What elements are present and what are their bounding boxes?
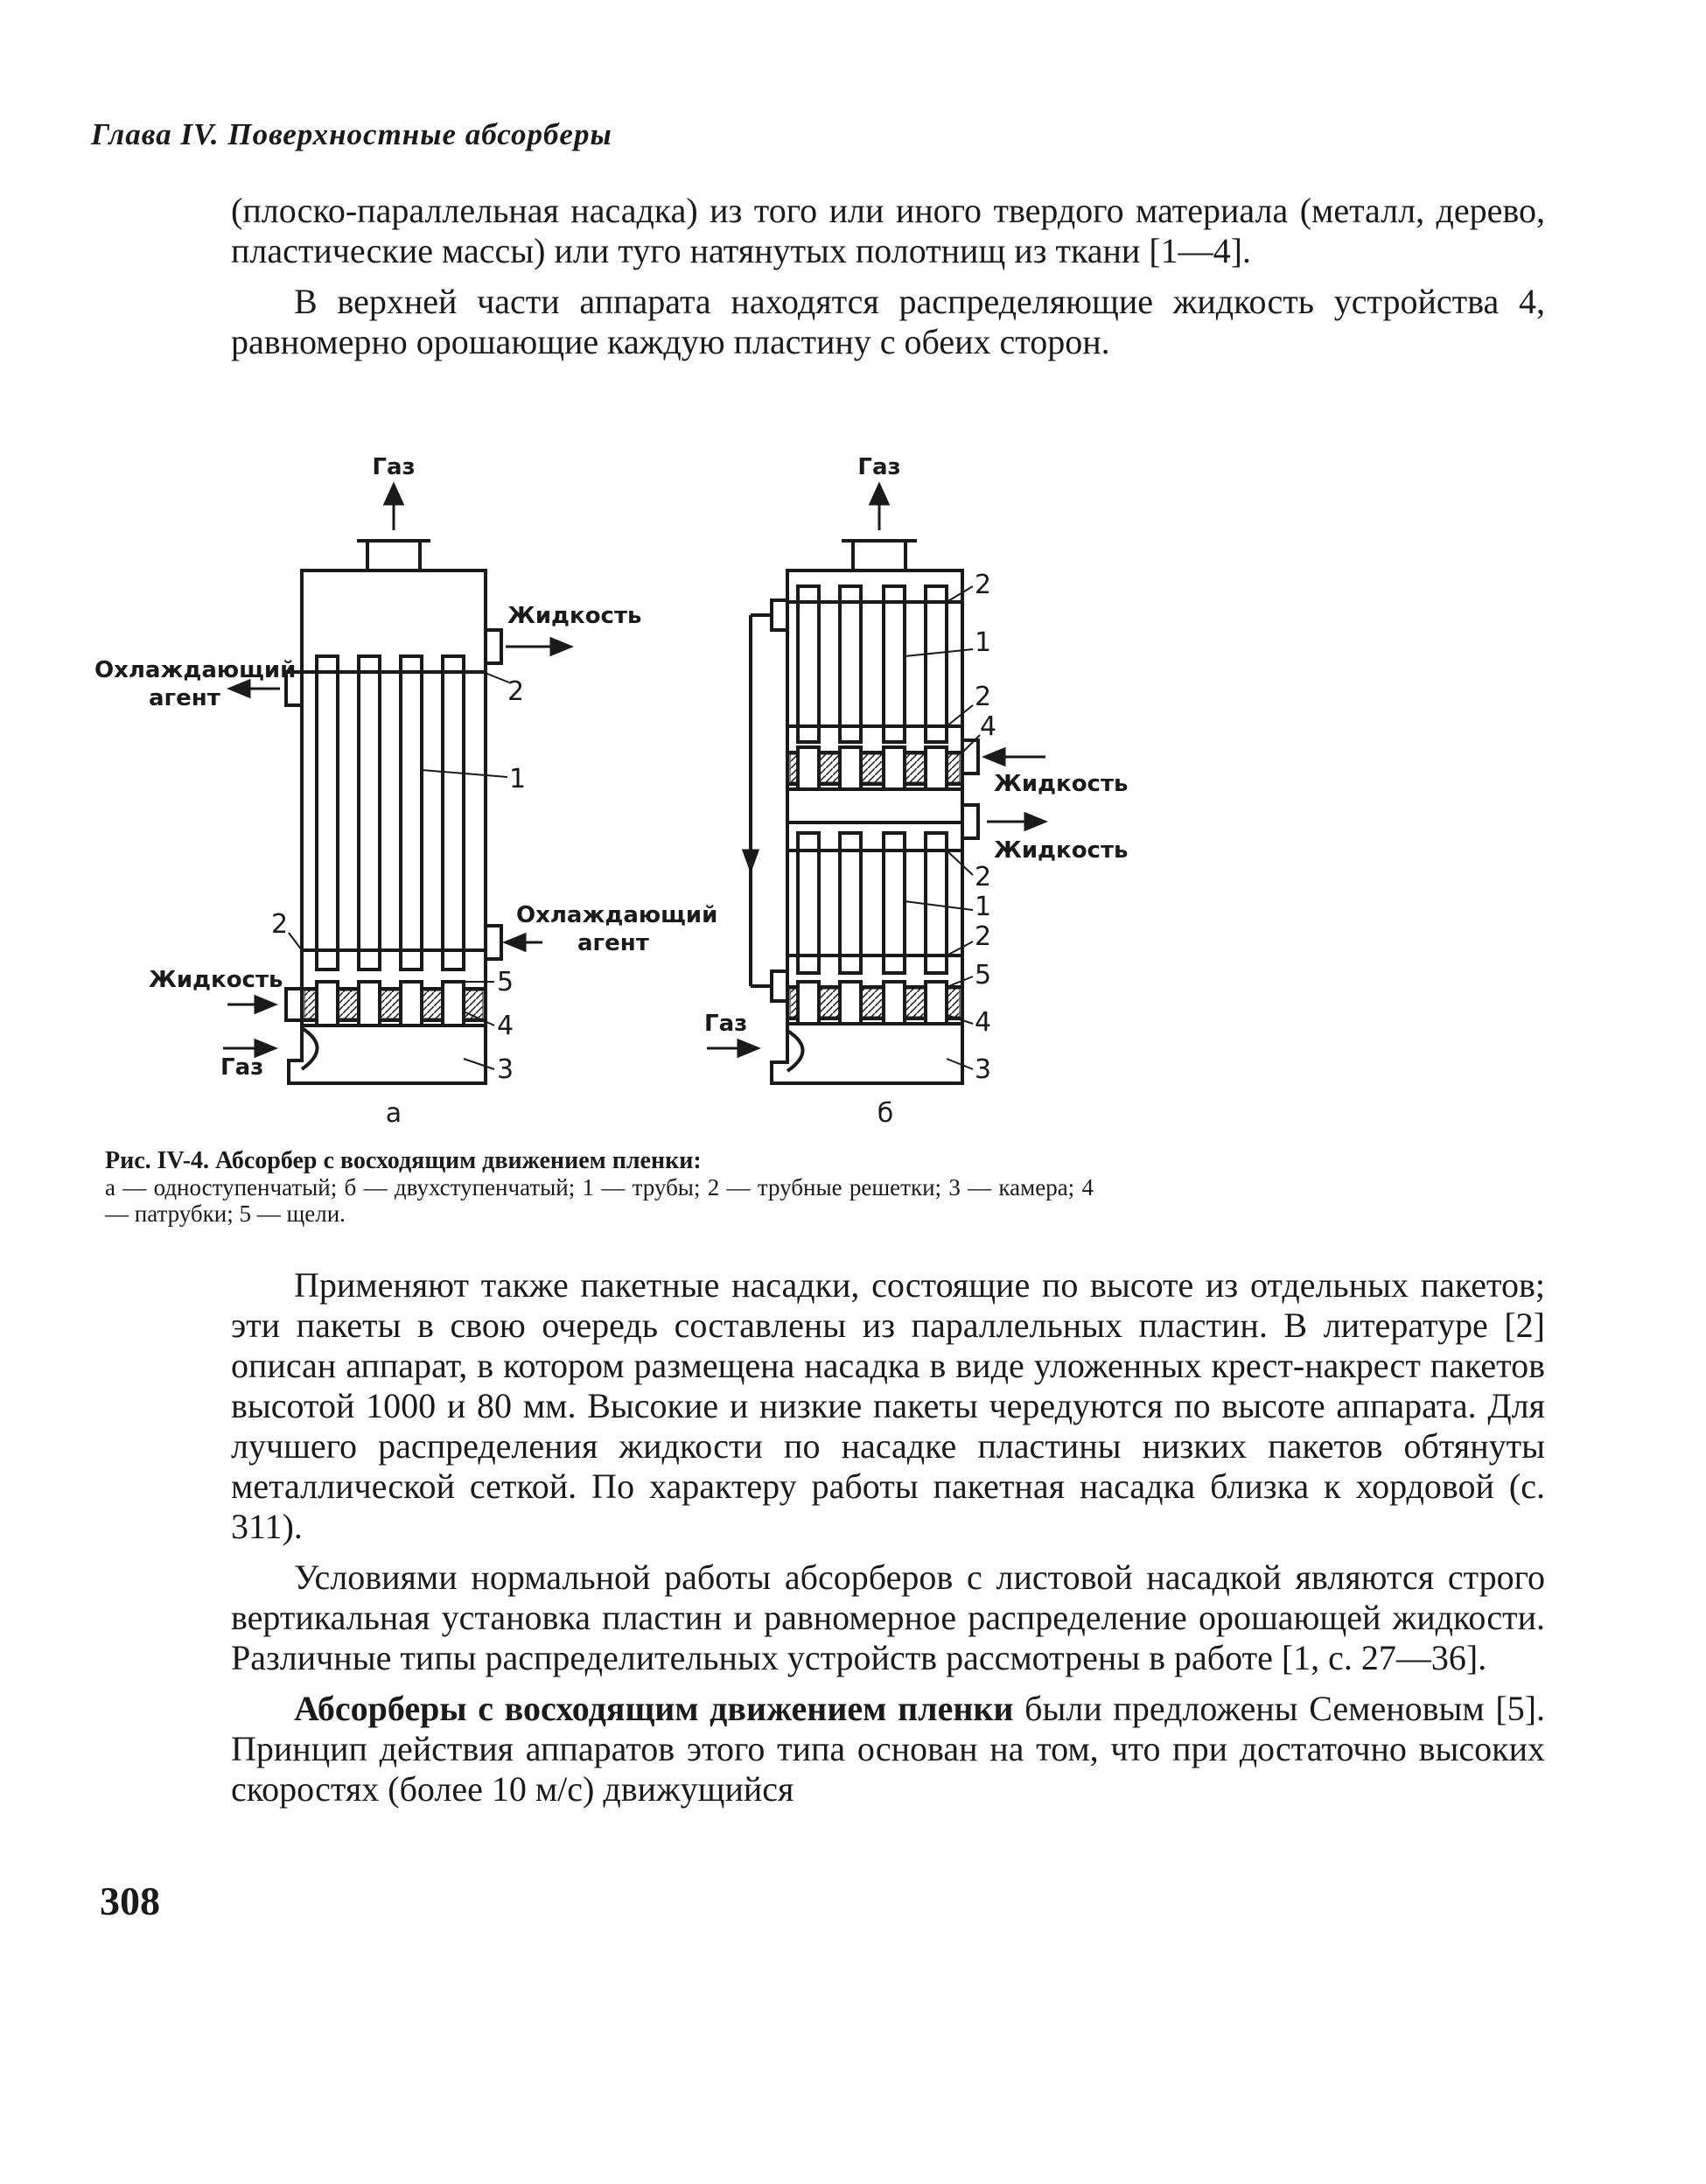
label-b-n4-a: 4 [980,711,997,742]
label-a-n2-bottom: 2 [271,909,289,940]
absorber-diagram [0,446,1706,1146]
paragraph-continuation: (плоско-параллельная насадка) из того или иного твердого материала (металл, дерево, пластические массы) или туго натянутых полотнищ из ткани [1—4]. [231,191,1545,270]
label-b-gas-top: Газ [857,454,901,480]
paragraph-normal-operation: Условиями нормальной работы абсорберов с листовой насадкой являются строго вертикальная установка пластин и равномерное распределение орошающей жидкости. Различные типы распределительных устройств рассмотрены в работе [1, с. 27—36]. [231,1558,1545,1677]
rising-film-rest: были предложены Семеновым [5]. Принцип действия аппаратов этого типа основан на том, что при достаточно высоких скоростях (более 10 м/с) движущийся [231,1689,1546,1809]
label-b-liquid-in: Жидкость [994,771,1129,797]
label-b-n1-a: 1 [975,627,992,658]
label-a-coolant-in-2: агент [577,930,649,956]
running-head: Глава IV. Поверхностные абсорберы [91,117,612,151]
caption-title: Рис. IV-4. Абсорбер с восходящим движением пленки: [105,1147,702,1174]
paragraph-distributors: В верхней части аппарата находятся распределяющие жидкость устройства 4, равномерно орошающие каждую пластину с обеих сторон. [231,282,1545,361]
label-b-n2-c: 2 [975,862,992,892]
label-a-coolant-out-1: Охлаждающий [94,657,297,683]
label-a-n3: 3 [497,1054,514,1085]
panel-a-apparatus [286,541,501,1083]
label-b-gas-in: Газ [704,1011,748,1037]
label-b-n5: 5 [975,960,992,990]
paragraph-packet-packing: Применяют также пакетные насадки, состоящие по высоте из отдельных пакетов; эти пакеты в свою очередь составлены из параллельных пластин. В литературе [2] описан аппарат, в котором размещена насадка в виде уложенных крест-накрест пакетов высотой 1000 и 80 мм. Высокие и низкие пакеты чередуются по высоте аппарата. Для лучшего распределения жидкости по насадке пластины низких пакетов обтянуты металлической сеткой. По характеру работы пакетная насадка близка к хордовой (с. 311). [231,1265,1545,1546]
rising-film-bold-lead: Абсорберы с восходящим движением пленки [294,1689,1014,1728]
label-b-n2-d: 2 [975,921,992,952]
panel-b-label: б [877,1098,894,1129]
bottom-text [231,1265,1545,1810]
paragraph-rising-film [231,1689,1545,1810]
label-a-liquid-out: Жидкость [507,603,642,629]
panel-a-label: а [385,1098,402,1129]
label-b-n3: 3 [975,1054,992,1085]
label-b-n4-b: 4 [975,1007,992,1038]
label-a-n5: 5 [497,967,514,998]
label-a-gas-in: Газ [220,1054,264,1081]
label-a-liquid-in: Жидкость [149,967,283,993]
label-a-gas-top: Газ [372,454,416,480]
label-b-liquid-out: Жидкость [994,837,1129,864]
figure-iv-4 [0,446,1706,1146]
label-a-n2-top: 2 [507,676,525,707]
label-a-coolant-out-2: агент [149,685,220,711]
label-a-coolant-in-1: Охлаждающий [516,902,718,928]
caption-legend: а — одноступенчатый; б — двухступенчатый; 1 — трубы; 2 — трубные решетки; 3 — камера; 4 — патрубки; 5 — щели. [105,1174,1094,1227]
figure-caption [105,1148,1094,1227]
label-a-n1: 1 [509,764,527,794]
label-b-n2-b: 2 [975,682,992,712]
label-b-n1-b: 1 [975,892,992,922]
top-text [231,191,1545,362]
page-number: 308 [100,1879,160,1923]
panel-b-apparatus [751,541,978,1083]
label-a-n4: 4 [497,1011,514,1041]
label-b-n2-a: 2 [975,570,992,600]
